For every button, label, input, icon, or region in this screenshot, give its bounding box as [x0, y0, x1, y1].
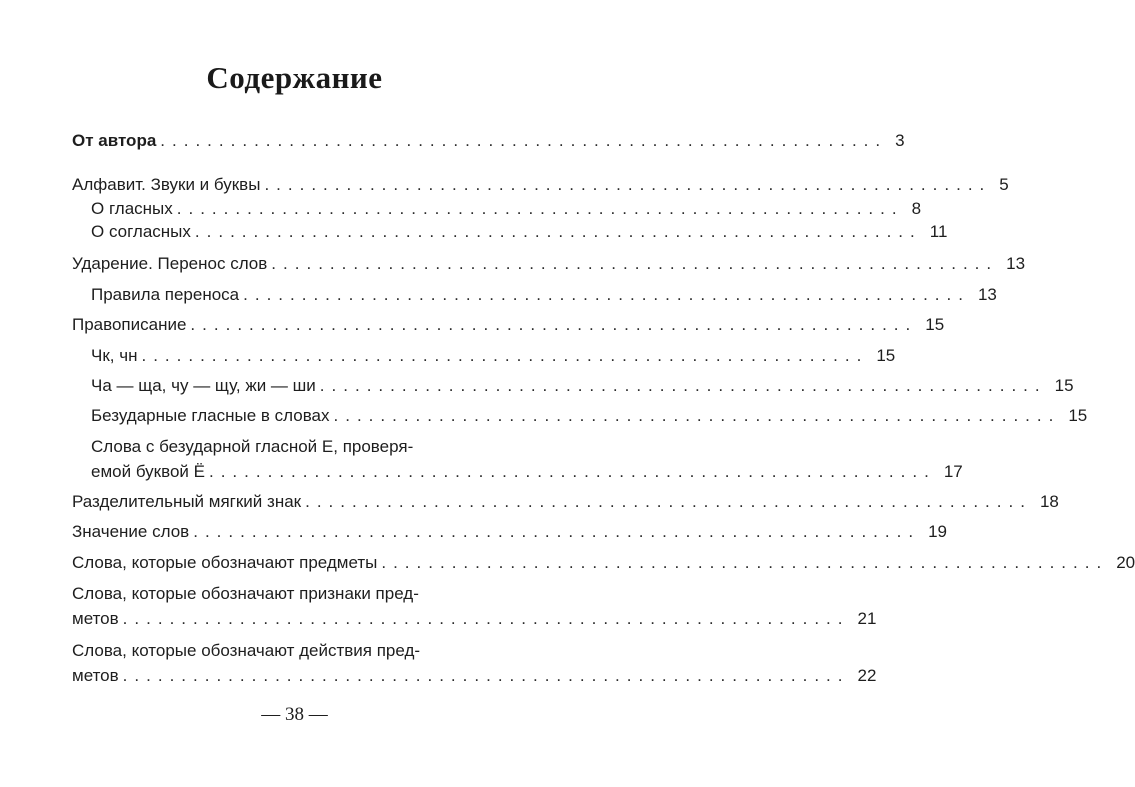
toc-entry-label: Алфавит. Звуки и буквы: [72, 175, 261, 194]
dot-leader: ..............................................................: [243, 285, 970, 304]
toc-entry-page: 3: [895, 131, 905, 150]
dot-leader: ..............................................................: [176, 199, 904, 218]
toc-entry-label: Слова, которые обозначают предметы: [72, 553, 378, 572]
toc-entry-page: 15: [925, 315, 945, 334]
toc-entry-label: Ча — ща, чу — щу, жи — ши: [91, 376, 316, 395]
toc-entry-label-line2: метов: [72, 609, 119, 628]
toc-entry: [91, 221, 948, 243]
toc-entry-page: 21: [857, 609, 877, 628]
dot-leader: ..............................................................: [122, 609, 850, 628]
toc-entry: [72, 521, 947, 543]
toc-entry: [72, 640, 877, 687]
toc-entry-page: 18: [1039, 492, 1059, 511]
dot-leader: ..............................................................: [160, 131, 888, 150]
toc-entry-page: 22: [857, 666, 877, 685]
dot-leader: ..............................................................: [333, 406, 1061, 425]
toc-entry: [72, 491, 1059, 513]
dot-leader: ..............................................................: [271, 254, 999, 273]
toc-entry-page: 5: [999, 175, 1009, 194]
toc-entry-page: 13: [1006, 254, 1026, 273]
dot-leader: ..............................................................: [305, 492, 1032, 511]
toc-entry-label: От автора: [72, 131, 157, 150]
toc-entry-page: 17: [943, 462, 963, 481]
toc-entry: [91, 198, 922, 220]
toc-entry-label: Правописание: [72, 315, 187, 334]
dot-leader: ..............................................................: [141, 346, 869, 365]
toc-entry-label-line1: Слова, которые обозначают действия пред-: [72, 641, 421, 660]
dot-leader: ..............................................................: [381, 553, 1109, 572]
toc-entry: [91, 284, 997, 306]
dot-leader: ..............................................................: [122, 666, 850, 685]
toc-entry: [91, 436, 963, 483]
toc-entry: [91, 345, 896, 367]
toc-entry: [72, 253, 1026, 275]
toc-entry-page: 8: [911, 199, 922, 218]
toc-entry-label-line2: емой буквой Ё: [91, 462, 205, 481]
toc-entry: [72, 314, 945, 336]
toc-entry-label-line1: Слова с безударной гласной Е, проверя-: [91, 437, 414, 456]
toc-entry: [72, 552, 1135, 574]
page-number: — 38 —: [261, 704, 328, 725]
toc-entry-label-line2: метов: [72, 666, 119, 685]
page-title: Содержание: [206, 60, 383, 95]
dot-leader: ..............................................................: [190, 315, 918, 334]
toc-entry-page: 19: [928, 522, 947, 541]
toc-entry-page: 15: [1054, 376, 1074, 395]
toc-entry-label: Правила переноса: [91, 285, 240, 304]
toc-entry-page: 13: [977, 285, 997, 304]
dot-leader: ..............................................................: [194, 222, 922, 241]
toc-entry-label: Чк, чн: [91, 346, 138, 365]
toc-entry: [72, 174, 1009, 196]
toc-entry-label: Безударные гласные в словах: [91, 406, 330, 425]
toc-entry-page: 15: [1068, 406, 1088, 425]
dot-leader: ..............................................................: [208, 462, 936, 481]
toc-entry-label: О согласных: [91, 222, 191, 241]
dot-leader: ..............................................................: [264, 175, 992, 194]
toc-entry-page: 15: [876, 346, 896, 365]
toc-entry-label: О гласных: [91, 199, 173, 218]
toc-entry-label: Ударение. Перенос слов: [72, 254, 268, 273]
toc-entry-label-line1: Слова, которые обозначают признаки пред-: [72, 584, 419, 603]
toc-entry-label: Разделительный мягкий знак: [72, 492, 302, 511]
toc-entry: [72, 130, 905, 152]
toc-entry-page: 20: [1116, 553, 1135, 572]
toc-entry-label: Значение слов: [72, 522, 190, 541]
toc-entry: [72, 583, 877, 630]
toc-entry-page: 11: [929, 222, 948, 241]
toc-entry: [91, 375, 1074, 397]
toc-entry: [91, 405, 1088, 427]
dot-leader: ..............................................................: [193, 522, 921, 541]
dot-leader: ..............................................................: [319, 376, 1047, 395]
